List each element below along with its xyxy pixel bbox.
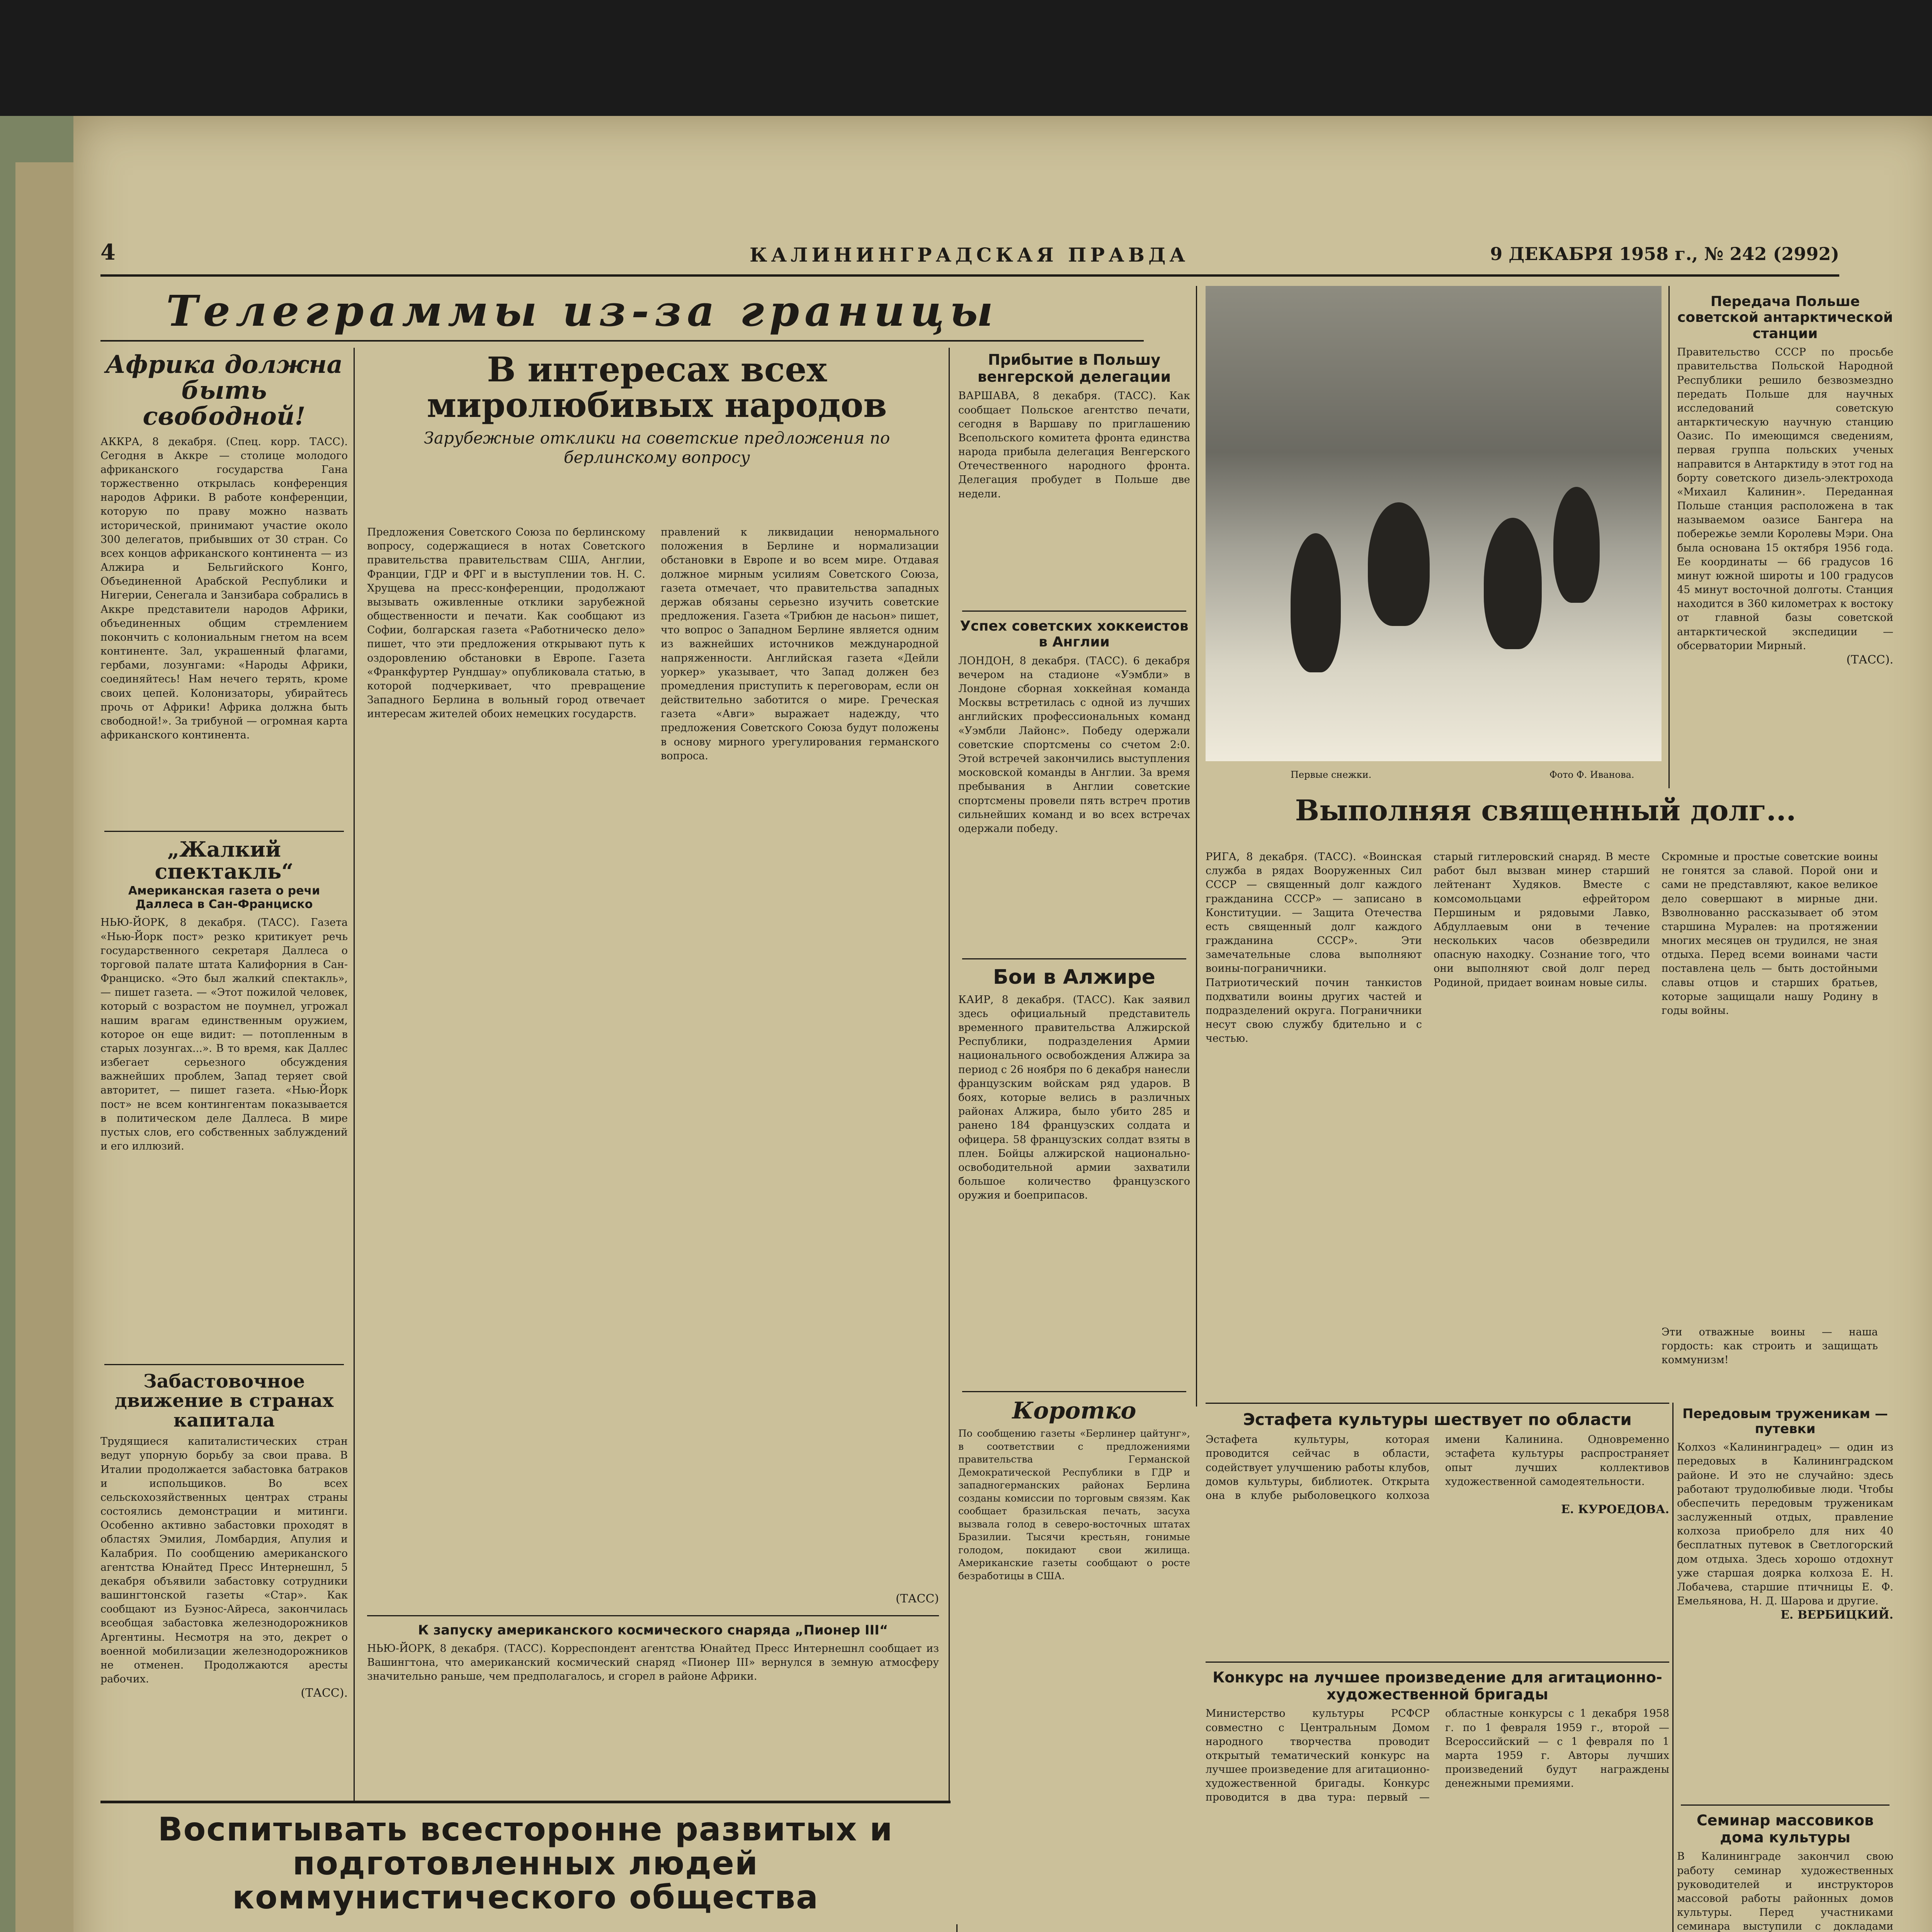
peace-article bbox=[367, 349, 947, 468]
column-rule bbox=[354, 348, 355, 1801]
africa-article bbox=[100, 352, 348, 742]
dulles-subtitle: Американская газета о речи Даллеса в Сан-Франциско bbox=[128, 884, 320, 911]
photo-figure bbox=[1553, 487, 1600, 603]
workers-article bbox=[1677, 1406, 1893, 1622]
antarctic-article bbox=[1677, 294, 1893, 667]
snowball-photo bbox=[1206, 286, 1662, 761]
divider bbox=[104, 1364, 344, 1365]
workers-title: Передовым труженикам — путевки bbox=[1682, 1406, 1888, 1437]
column-rule bbox=[1672, 1403, 1673, 1932]
photo-figure bbox=[1291, 533, 1341, 672]
divider bbox=[962, 958, 1186, 959]
column-rule bbox=[1668, 286, 1670, 788]
africa-title: Африка должна быть свободной! bbox=[105, 350, 343, 431]
culture-text: Эстафета культуры, которая проводится сейчас в области, содействует улучшению работы клубов, домов культуры, библиотек. Открыта она в клубе рыболовецкого колхоза имени Калинина. Одновременно эстафета культуры распространяет опыт лучших коллективов художественной самодеятельности. bbox=[1206, 1434, 1669, 1502]
strike-text: Трудящиеся капиталистических стран ведут упорную борьбу за свои права. В Италии продолжается забастовка батраков и испольщиков. Во всех сельскохозяйственных центрах страны состоялись демонстрации и митинги. Особенно активно забастовки проходят в областях Эмилия, Ломбардия, Апулия и Калабрия. По сообщению американского агентства Юнайтед Пресс Интернешнл, 5 декабря объявили забастовку сотрудники вашингтонской газеты «Стар». Как сообщают из Буэнос-Айреса, закончилась всеобщая забастовка железнодорожников Аргентины. Несмотря на это, декрет о военной мобилизации железнодорожников не отменен. Продолжаются аресты рабочих. bbox=[100, 1435, 348, 1685]
photo-caption: Первые снежки. bbox=[1291, 769, 1372, 780]
divider bbox=[367, 1615, 939, 1616]
column-rule bbox=[956, 1924, 957, 1932]
page-number: 4 bbox=[100, 240, 116, 265]
rocket-article bbox=[367, 1623, 939, 1684]
poland-article bbox=[958, 352, 1190, 501]
duty-text-col2: старый гитлеровский снаряд. В месте работ был вызван минер старший лейтенант Худяков. Вместе с комсомольцами ефрейтором Першиным и рядовыми Лавко, Абдуллаевым они в течение нескольких часов обезвредили опасную находку. Сознание того, что они выполняют свой долг перед Родиной, придает воинам новые силы. bbox=[1434, 851, 1650, 989]
contest-text: Министерство культуры РСФСР совместно с Центральным Домом народного творчества проводит открытый тематический конкурс на лучшее произведение для агитационно-художественной бригады. Конкурс проводится в два тура: первый — областные конкурсы с 1 декабря 1958 г. по 1 февраля 1959 г., второй — Всероссийский — с 1 февраля по 1 марта 1959 г. Авторы лучших произведений будут награждены денежными премиями. bbox=[1206, 1708, 1669, 1804]
duty-text-col3: Скромные и простые советские воины не гонятся за славой. Порой они и сами не представляют, какое великое дело совершают в мирные дни. Взволнованно рассказывает об этом старшина Муралев: на протяжении многих месяцев он трудился, не зная отдыха. Перед всеми воинами части поставлена цель — быть достойными славы отцов и старших братьев, которые защищали нашу Родину в годы войны. bbox=[1662, 851, 1878, 1017]
dulles-text: НЬЮ-ЙОРК, 8 декабря. (ТАСС). Газета «Нью-Йорк пост» резко критикует речь государственного секретаря Даллеса о торговой палате штата Калифорния в Сан-Франциско. «Это был жалкий спектакль», — пишет газета. — «Этот пожилой человек, который с возрастом не поумнел, угрожал нашим врагам единственным оружием, которое он еще видит: — потопленным в старых лозунгах...». В то время, как Даллес избегает серьезного обсуждения важнейших проблем, Запад теряет свой авторитет, — пишет газета. «Нью-Йорк пост» не всем контингентам показывается в политическом деле Даллеса. В мире пустых слов, его собственных заблуждений и его иллюзий. bbox=[100, 917, 348, 1153]
poland-text: ВАРШАВА, 8 декабря. (ТАСС). Как сообщает Польское агентство печати, сегодня в Варшаву по приглашению Всепольского комитета фронта единства народа прибыла делегация Венгерского Отечественного народного фронта. Делегация пробудет в Польше две недели. bbox=[958, 390, 1190, 500]
section-banner: Телеграммы из-за границы bbox=[166, 286, 998, 336]
briefly-text: По сообщению газеты «Берлинер цайтунг», в соответствии с предложениями правительства Германской Демократической Республики в ГДР и западногерманских районах Берлина созданы комиссии по торговым связям. Как сообщает бразильская печать, засуха вызвала голод в северо-восточных штатах Бразилии. Тысячи крестьян, гонимые голодом, покидают свои жилища. Американские газеты сообщают о росте безработицы в США. bbox=[958, 1428, 1190, 1582]
peace-text-col1: Предложения Советского Союза по берлинскому вопросу, содержащиеся в нотах Советского правительства правительствам США, Англии, Франции, ГДР и ФРГ и в выступлении тов. Н. С. Хрущева на пресс-конференции, продолжают вызывать оживленные отклики зарубежной общественности и печати. Как сообщают из Софии, болгарская газета «Работническо дело» пишет, что эти предложения открывают путь к оздоровлению обстановки в Европе. Газета «Франкфуртер Рундшау» опубликовала статью, в которой подчеркивает, что превращение Западного Берлина в вольный город отвечает интересам жителей обоих немецких государств. bbox=[367, 526, 645, 720]
page-header bbox=[100, 240, 1839, 277]
duty-text-col1: РИГА, 8 декабря. (ТАСС). «Воинская служба в рядах Вооруженных Сил СССР — священный долг каждого гражданина СССР» — записано в Конституции. — Защита Отечества есть священный долг каждого гражданина СССР». Эти замечательные слова выполняют воины-пограничники. Патриотический почин танкистов подхватили воины других частей и подразделений округа. Пограничники несут свою службу бдительно и с честью. bbox=[1206, 851, 1422, 1045]
strike-credit: (ТАСС). bbox=[301, 1686, 348, 1700]
divider bbox=[100, 1801, 951, 1803]
culture-signature: Е. КУРОЕДОВА. bbox=[1561, 1503, 1669, 1517]
contest-article bbox=[1206, 1669, 1669, 1805]
dulles-article bbox=[100, 838, 348, 1153]
divider bbox=[1206, 1403, 1669, 1404]
previous-page-edge bbox=[15, 162, 73, 1932]
antarctic-title: Передача Польше советской антарктической станции bbox=[1677, 294, 1893, 342]
culture-title: Эстафета культуры шествует по области bbox=[1243, 1410, 1632, 1429]
column-rule bbox=[949, 348, 950, 1801]
divider bbox=[962, 611, 1186, 612]
hockey-title: Успех советских хоккеистов в Англии bbox=[960, 618, 1189, 650]
divider bbox=[100, 340, 1144, 342]
duty-article bbox=[1206, 796, 1886, 826]
divider bbox=[1206, 1662, 1669, 1663]
peace-title: В интересах всех миролюбивых народов bbox=[427, 349, 887, 425]
education-title: Воспитывать всесторонне развитых и подготовленных людей коммунистического общества bbox=[158, 1810, 893, 1917]
antarctic-credit: (ТАСС). bbox=[1846, 653, 1893, 667]
seminar-text: В Калининграде закончил свою работу семинар художественных руководителей и инструкторов массовой работы районных домов культуры. Перед участниками семинара выступили с докладами bbox=[1677, 1850, 1893, 1932]
issue-date: 9 ДЕКАБРЯ 1958 г., № 242 (2992) bbox=[1490, 243, 1839, 264]
column-rule bbox=[1196, 286, 1197, 1406]
algeria-article bbox=[958, 966, 1190, 1202]
workers-signature: Е. ВЕРБИЦКИЙ. bbox=[1781, 1608, 1893, 1622]
duty-title: Выполняя священный долг... bbox=[1295, 794, 1796, 827]
photo-figure bbox=[1484, 518, 1542, 649]
peace-credit: (ТАСС) bbox=[895, 1592, 939, 1605]
divider bbox=[1681, 1804, 1889, 1806]
newspaper-name: КАЛИНИНГРАДСКАЯ ПРАВДА bbox=[750, 243, 1189, 266]
dulles-title: „Жалкий спектакль“ bbox=[155, 837, 294, 884]
briefly-article bbox=[958, 1399, 1190, 1582]
algeria-title: Бои в Алжире bbox=[993, 966, 1155, 989]
strike-article bbox=[100, 1372, 348, 1700]
hockey-article bbox=[958, 618, 1190, 836]
briefly-title: Коротко bbox=[1012, 1397, 1136, 1424]
education-article bbox=[100, 1812, 951, 1915]
algeria-text: КАИР, 8 декабря. (ТАСС). Как заявил здесь официальный представитель временного правительства Алжирской Республики, подразделения Армии национального освобождения Алжира за период с 26 ноября по 6 декабря нанесли французским войскам ряд ударов. В боях, которые велись в различных районах Алжира, было убито 285 и ранено 184 французских солдата и офицера. 58 французских солдат взяты в плен. Бойцы алжирской национально-освободительной армии захватили большое количество французского оружия и боеприпасов. bbox=[958, 993, 1190, 1202]
seminar-article bbox=[1677, 1812, 1893, 1932]
peace-subtitle: Зарубежные отклики на советские предложения по берлинскому вопросу bbox=[423, 428, 890, 467]
newspaper-page bbox=[73, 116, 1932, 1932]
poland-title: Прибытие в Польшу венгерской делегации bbox=[977, 351, 1171, 385]
culture-article bbox=[1206, 1410, 1669, 1516]
africa-text: АККРА, 8 декабря. (Спец. корр. ТАСС). Сегодня в Аккре — столице молодого африканского государства Гана торжественно открылась конференция народов Африки. В работе конференции, которую по праву можно назвать исторической, принимают участие около 300 делегатов, прибывших от 30 стран. Со всех концов африканского континента — из Алжира и Бельгийского Конго, Объединенной Арабской Республики и Нигерии, Сенегала и Занзибара собрались в Аккре представители народов Африки, объединенных общим стремлением покончить с колониальным гнетом на всем континенте. Зал, украшенный флагами, гербами, лозунгами: «Народы Африки, соединяйтесь! Нам нечего терять, кроме своих цепей. Колонизаторы, убирайтесь прочь от Африки! Африка должна быть свободной!». За трибуной — огромная карта африканского континента. bbox=[100, 435, 348, 742]
hockey-text: ЛОНДОН, 8 декабря. (ТАСС). 6 декабря вечером на стадионе «Уэмбли» в Лондоне сборная хоккейная команда Москвы встретилась с одной из лучших английских профессиональных команд «Уэмбли Лайонс». Победу одержали советские спортсмены со счетом 2:0. Этой встречей закончились выступления московской команды в Англии. За время пребывания в Англии советские спортсмены провели пять встреч против сильнейших команд и во всех встречах одержали победу. bbox=[958, 655, 1190, 835]
rocket-text: НЬЮ-ЙОРК, 8 декабря. (ТАСС). Корреспондент агентства Юнайтед Пресс Интернешнл сообщает из Вашингтона, что американский космический снаряд «Пионер III» вернулся в земную атмосферу значительно раньше, чем предполагалось, и сгорел в районе Африки. bbox=[367, 1643, 939, 1683]
divider bbox=[962, 1391, 1186, 1392]
divider bbox=[104, 831, 344, 832]
rocket-title: К запуску американского космического снаряда „Пионер III“ bbox=[418, 1622, 888, 1638]
duty-footer: Эти отважные воины — наша гордость: как строить и защищать коммунизм! bbox=[1662, 1326, 1878, 1366]
peace-text-col2: правлений к ликвидации ненормального положения в Берлине и нормализации обстановки в Европе и во всем мире. Отдавая должное мирным усилиям Советского Союза, газета отмечает, что правительства западных держав обязаны серьезно изучить советские предложения. Газета «Трибюн де насьон» пишет, что вопрос о Западном Берлине является одним из важнейших источников международной напряженности. Английская газета «Дейли уоркер» указывает, что Запад должен без промедления приступить к переговорам, если он действительно заботится о мире. Греческая газета «Авги» выражает надежду, что предложения Советского Союза будут положены в основу мирного урегулирования германского вопроса. bbox=[661, 526, 939, 762]
seminar-title: Семинар массовиков дома культуры bbox=[1696, 1812, 1874, 1846]
contest-title: Конкурс на лучшее произведение для агитационно-художественной бригады bbox=[1213, 1669, 1662, 1703]
photo-figure bbox=[1368, 502, 1430, 626]
antarctic-text: Правительство СССР по просьбе правительства Польской Народной Республики решило безвозмездно передать Польше для научных исследований советскую антарктическую научную станцию Оазис. По имеющимся сведениям, первая группа польских ученых направится в Антарктиду в этот год на борту советского дизель-электрохода «Михаил Калинин». Переданная Польше станция расположена в так называемом оазисе Бангера на побережье земли Королевы Мэри. Она была основана 15 октября 1956 года. Ее координаты — 66 градусов 16 минут южной широты и 100 градусов 45 минут восточной долготы. Станция находится в 360 километрах к востоку от главной базы советской антарктической экспедиции — обсерватории Мирный. bbox=[1677, 346, 1893, 652]
strike-title: Забастовочное движение в странах капитала bbox=[114, 1371, 334, 1431]
workers-text: Колхоз «Калининградец» — один из передовых в Калининградском районе. И это не случайно: здесь работают трудолюбивые люди. Чтобы обеспечить передовым труженикам заслуженный отдых, правление колхоза приобрело для них 40 бесплатных путевок в Светлогорский дом отдыха. Здесь хорошо отдохнут уже старшая доярка колхоза Е. Н. Лобачева, старшие птичницы Е. Ф. Емельянова, Н. Д. Шарова и другие. bbox=[1677, 1441, 1893, 1607]
photo-credit: Фото Ф. Иванова. bbox=[1549, 769, 1634, 780]
